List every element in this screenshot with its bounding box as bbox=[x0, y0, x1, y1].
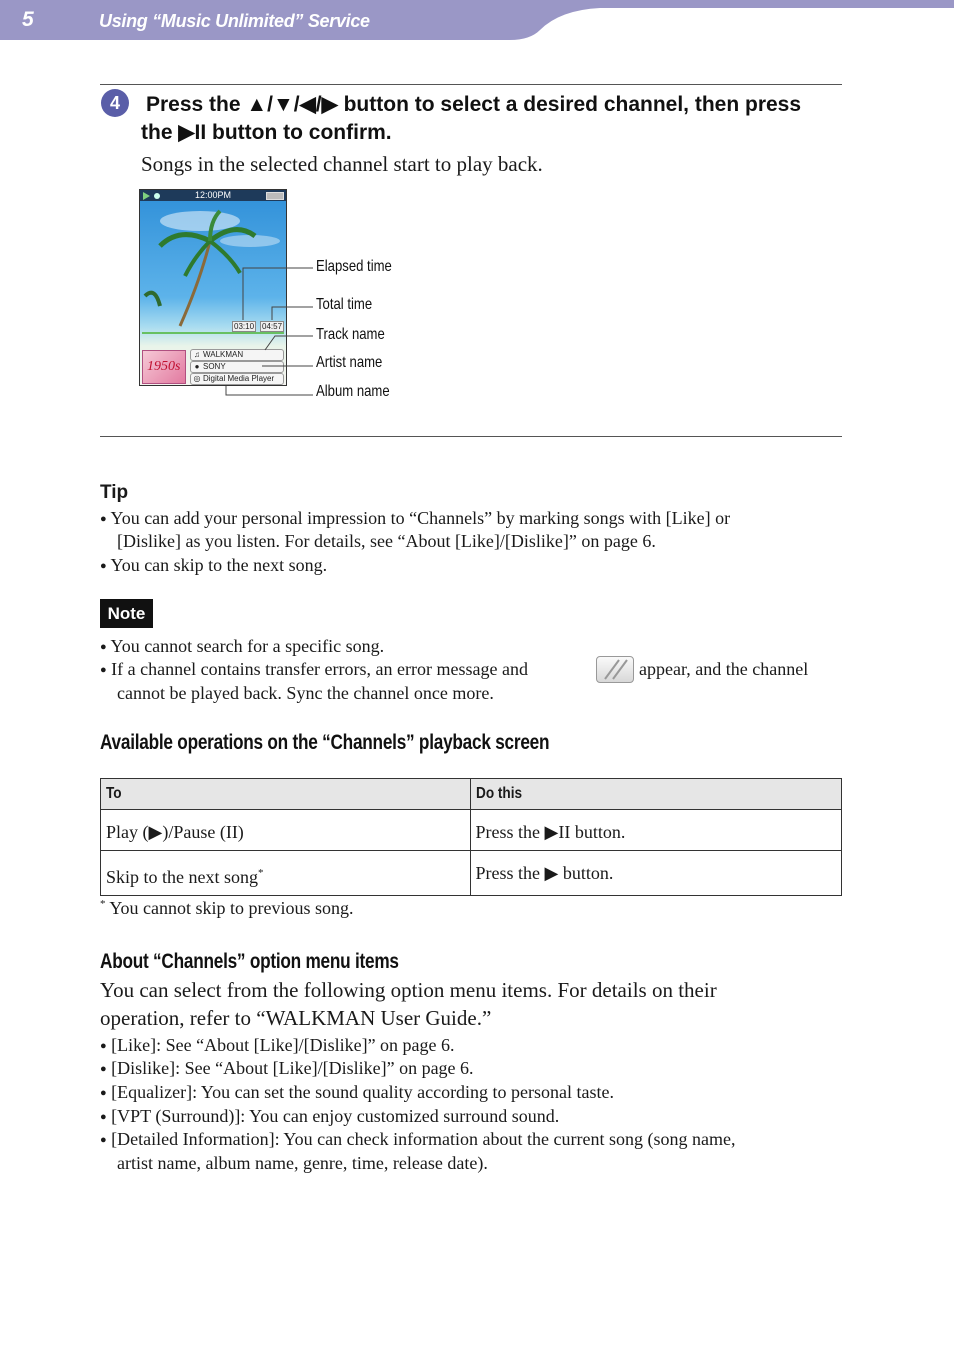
total-time-display: 04:57 bbox=[262, 322, 283, 331]
step-line2-text-b: button to confirm. bbox=[206, 121, 392, 144]
callout-leaders bbox=[0, 0, 954, 440]
list-item bbox=[100, 1033, 455, 1058]
arrow-buttons-icon: ▲/▼/◀/▶ bbox=[246, 93, 338, 116]
tip-heading: Tip bbox=[100, 482, 129, 503]
play-pause-icon: ▶II bbox=[178, 121, 207, 144]
step-line2-text-a: the bbox=[141, 121, 179, 144]
person-icon: ● bbox=[194, 362, 200, 371]
status-clock: 12:00PM bbox=[195, 190, 232, 200]
table-cell-press-play-pause: Press the ▶II button. bbox=[470, 810, 841, 851]
note-bullet-2-text-a: If a channel contains transfer errors, an error message and bbox=[111, 659, 528, 679]
table-row bbox=[101, 810, 842, 851]
options-intro-line1: You can select from the following option menu items. For details on their bbox=[100, 978, 717, 1002]
music-note-icon: ♫ bbox=[194, 350, 200, 359]
tip-bullet-1 bbox=[100, 506, 730, 531]
table-header-row bbox=[101, 779, 842, 810]
callout-elapsed-time: Elapsed time bbox=[316, 258, 392, 275]
bullet-icon: ● bbox=[100, 513, 107, 525]
table-cell-play-pause: Play (▶)/Pause (II) bbox=[101, 810, 471, 851]
column-header-to bbox=[101, 779, 471, 810]
bullet-icon: ● bbox=[100, 664, 107, 676]
page-number: 5 bbox=[22, 8, 34, 31]
table-cell-press-next: Press the ▶ button. bbox=[470, 851, 841, 896]
option-like: [Like]: See “About [Like]/[Dislike]” on page 6. bbox=[111, 1035, 455, 1055]
option-equalizer: [Equalizer]: You can set the sound quality according to personal taste. bbox=[111, 1082, 615, 1102]
note-bullet-1-text: You cannot search for a specific song. bbox=[110, 636, 385, 656]
bullet-icon: ● bbox=[100, 1063, 107, 1075]
callout-album-name: Album name bbox=[316, 383, 390, 400]
disc-icon: ◎ bbox=[193, 374, 201, 383]
tip-bullet-2-text: You can skip to the next song. bbox=[110, 555, 328, 575]
step-number-badge: 4 bbox=[101, 89, 129, 117]
list-item bbox=[100, 1104, 559, 1129]
callout-total-time: Total time bbox=[316, 296, 373, 313]
column-header-to-text: To bbox=[106, 785, 122, 802]
album-art-text: 1950s bbox=[147, 359, 181, 374]
tip-bullet-1-line2: [Dislike] as you listen. For details, see “About [Like]/[Dislike]” on page 6. bbox=[117, 531, 656, 551]
callout-artist-name: Artist name bbox=[316, 354, 383, 371]
note-badge: Note bbox=[100, 599, 153, 628]
options-heading: About “Channels” option menu items bbox=[100, 950, 399, 973]
step-bottom-rule bbox=[100, 436, 842, 437]
bullet-icon: ● bbox=[100, 560, 107, 572]
artist-name-value: SONY bbox=[203, 362, 226, 371]
step-line1-text-b: button to select a desired channel, then press bbox=[337, 93, 802, 116]
operations-heading: Available operations on the “Channels” playback screen bbox=[100, 731, 550, 754]
option-detailed-information: [Detailed Information]: You can check information about the current song (song name, bbox=[111, 1129, 736, 1149]
elapsed-time-display: 03:10 bbox=[234, 322, 255, 331]
options-intro-line2: operation, refer to “WALKMAN User Guide.” bbox=[100, 1006, 492, 1030]
bullet-icon: ● bbox=[100, 1087, 107, 1099]
note-bullet-1 bbox=[100, 634, 384, 659]
column-header-do-this-text: Do this bbox=[475, 785, 522, 802]
transfer-error-icon bbox=[596, 656, 634, 683]
running-title: Using “Music Unlimited” Service bbox=[99, 11, 370, 31]
bullet-icon: ● bbox=[100, 641, 107, 653]
album-name-value: Digital Media Player bbox=[203, 374, 275, 383]
step-result-text: Songs in the selected channel start to play back. bbox=[141, 152, 543, 176]
footnote-marker: * bbox=[258, 867, 264, 879]
note-bullet-2-line2: cannot be played back. Sync the channel once more. bbox=[117, 683, 494, 703]
list-item bbox=[100, 1080, 614, 1105]
callout-track-name: Track name bbox=[316, 326, 385, 343]
bullet-icon: ● bbox=[100, 1040, 107, 1052]
bullet-icon: ● bbox=[100, 1134, 107, 1146]
track-name-value: WALKMAN bbox=[203, 350, 244, 359]
bullet-icon: ● bbox=[100, 1111, 107, 1123]
operations-table bbox=[100, 778, 842, 896]
footnote-text: You cannot skip to previous song. bbox=[105, 898, 354, 918]
option-dislike: [Dislike]: See “About [Like]/[Dislike]” on page 6. bbox=[111, 1058, 474, 1078]
footnote-asterisk: * bbox=[100, 898, 106, 910]
step-line1-text-a: Press the bbox=[146, 93, 247, 116]
table-cell-skip bbox=[101, 851, 471, 896]
option-detailed-information-line2: artist name, album name, genre, time, release date). bbox=[117, 1153, 488, 1173]
list-item bbox=[100, 1127, 735, 1152]
note-bullet-2 bbox=[100, 657, 528, 682]
list-item bbox=[100, 1056, 474, 1081]
tip-bullet-1-line1: You can add your personal impression to “Channels” by marking songs with [Like] or bbox=[110, 508, 731, 528]
column-header-do-this bbox=[470, 779, 841, 810]
table-row bbox=[101, 851, 842, 896]
option-vpt-surround: [VPT (Surround)]: You can enjoy customized surround sound. bbox=[111, 1106, 560, 1126]
skip-text: Skip to the next song bbox=[106, 867, 258, 887]
table-footnote bbox=[100, 898, 354, 919]
tip-bullet-2 bbox=[100, 553, 327, 578]
note-bullet-2-text-b: appear, and the channel bbox=[639, 659, 809, 679]
